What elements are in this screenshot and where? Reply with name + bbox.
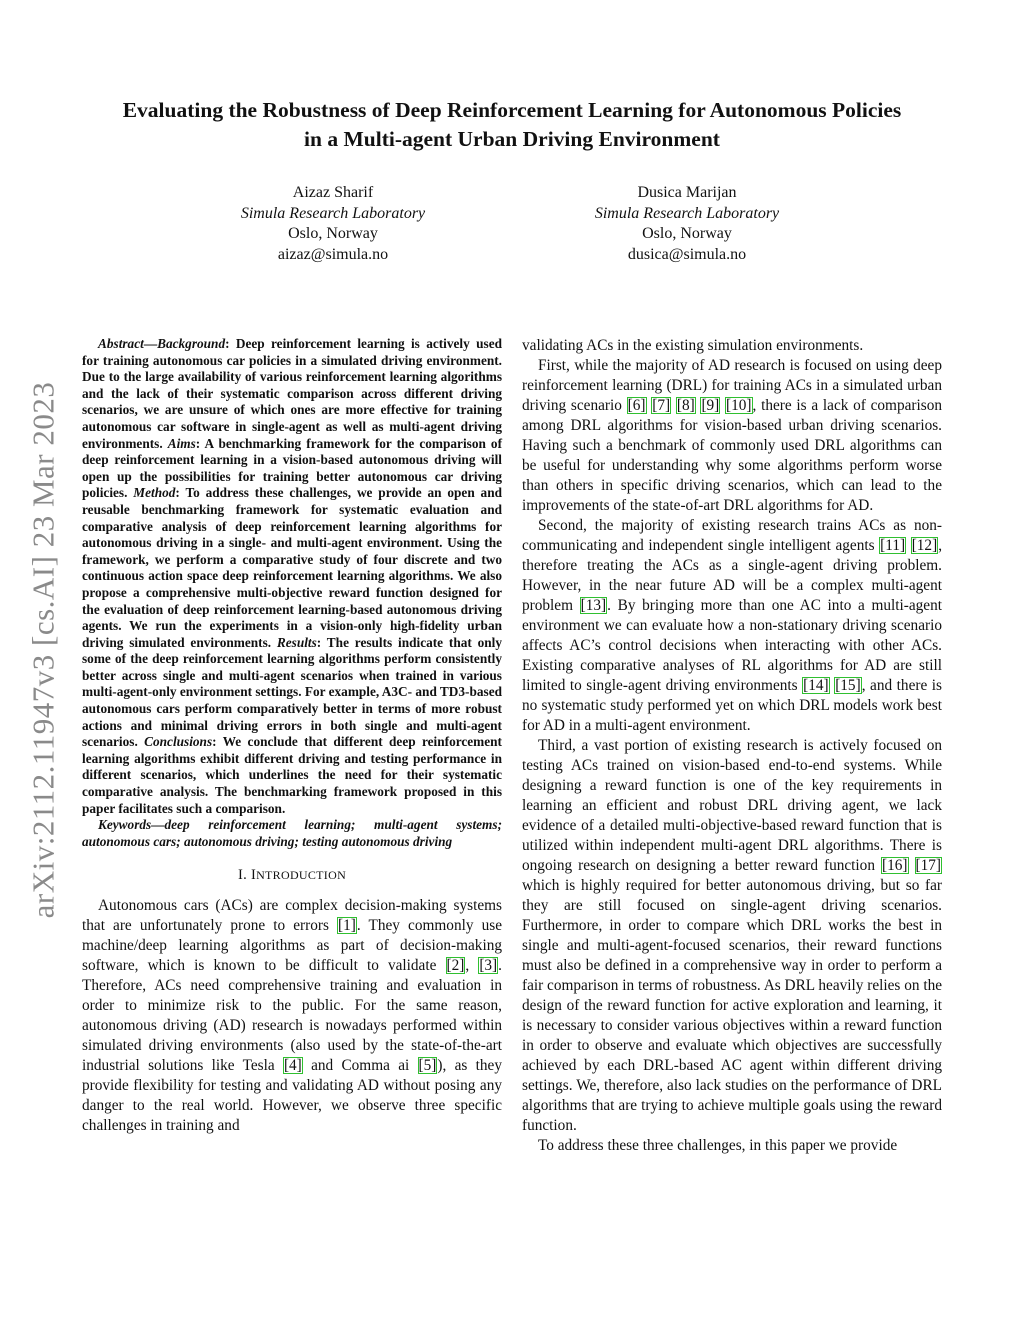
author-email[interactable]: dusica@simula.no — [627, 245, 747, 263]
citation-link[interactable]: [1] — [338, 917, 356, 935]
author-name: Aizaz Sharif — [292, 184, 374, 201]
abstract-background-label: Background — [157, 336, 226, 351]
arxiv-identifier[interactable]: arXiv:2112.11947v3 [cs.AI] 23 Mar 2023 — [25, 381, 61, 919]
challenge-paragraph-3 — [522, 736, 942, 1136]
citation-link[interactable]: [9] — [701, 397, 720, 414]
text-run: . They commonly use machine/deep learning algorithms as part of decision-making software, which is known to be difficult to validate — [82, 917, 502, 975]
author-affiliation: Simula Research Laboratory — [240, 204, 426, 222]
text-run: First, while the majority of AD research is focused on using deep reinforcement learning (DRL) for training ACs in a simulated urban driving scenario — [522, 357, 942, 414]
text-run: Second, the majority of existing research trains ACs as non-communicating and independent single intelligent agents — [522, 517, 942, 554]
abstract-method-label: Method — [133, 485, 176, 501]
arxiv-stamp — [22, 350, 64, 950]
citation-link[interactable]: [15] — [835, 677, 861, 694]
author-block-1 — [183, 183, 483, 265]
author-location: Oslo, Norway — [288, 225, 378, 242]
abstract-label: Abstract — [98, 336, 144, 351]
text-run: and Comma ai — [302, 1057, 418, 1075]
text-run: , — [465, 957, 479, 975]
text-run: , therefore treating the ACs as a single-agent driving problem. However, in the near future AD will be a complex multi-agent problem — [522, 537, 943, 614]
contribution-paragraph: To address these three challenges, in this paper we provide — [538, 1137, 898, 1154]
section-title-rest: NTRODUCTION — [256, 868, 347, 883]
citation-link[interactable]: [12] — [911, 537, 938, 554]
intro-paragraph-1 — [82, 896, 502, 1136]
right-column — [522, 336, 942, 1156]
continued-paragraph: validating ACs in the existing simulation environments. — [522, 337, 864, 354]
citation-link[interactable]: [14] — [803, 677, 829, 694]
citation-link[interactable]: [17] — [915, 857, 942, 874]
abstract-results-label: Results — [276, 634, 317, 650]
text-run: which is highly required for better autonomous driving, but so far they are still focused on single-agent driving scenarios. Furthermore, in order to compare which DRL works the best in single and multi-agent-focused scenarios, their reward functions must also be defined in a comprehensive way in order to perform a fair comparison in terms of robustness. As DRL heavily relies on the design of the reward function for active exploration and learning, it is necessary to consider various objectives within a reward function in order to observe and evaluate which objectives are successfully achieved by each DRL-based AC agent within different driving settings. We, therefore, also lack studies on the performance of DRL algorithms that are trying to achieve multiple goals using the reward function. — [522, 877, 943, 1134]
keywords-label: Keywords — [98, 817, 152, 833]
section-numeral: I. — [237, 867, 251, 884]
text-run: Autonomous cars (ACs) are complex decision-making systems that are unfortunately prone to errors — [82, 897, 502, 935]
text-run: ), as they provide flexibility for testing and validating AD without posing any danger to the real world. However, we observe three specific challenges in training and — [82, 1057, 502, 1135]
citation-link[interactable]: [13] — [580, 597, 607, 614]
text-run: , there is a lack of comparison among DRL algorithms for vision-based urban driving scenarios. Having such a benchmark of commonly used DRL algorithms can be useful for understanding why some algorithms perform worse than others in specific driving scenarios, which can lead to the improvements of the state-of-art DRL algorithms for AD. — [522, 397, 942, 514]
citation-link[interactable]: [11] — [880, 537, 906, 554]
citation-link[interactable]: [7] — [652, 397, 671, 414]
text-run: . By bringing more than one AC into a multi-agent environment we can evaluate how a non-stationary driving scenario affects AC’s control decisions when interacting with other ACs. Existing comparative analyses of RL algorithms for AD are still limited to single-agent driving environments — [522, 597, 942, 694]
author-location: Oslo, Norway — [642, 225, 732, 242]
citation-link[interactable]: [8] — [676, 397, 695, 414]
keywords — [82, 817, 502, 850]
abstract-dash: — — [143, 336, 158, 351]
challenge-paragraph-2 — [522, 516, 942, 736]
section-heading-introduction — [82, 867, 502, 884]
citation-link[interactable]: [3] — [479, 957, 498, 975]
abstract-background-text: : Deep reinforcement learning is actively used for training autonomous car policies in a simulated driving environment. Due to the large availability of various reinforcement learning algorithms and the lack of their systematic comparison across different driving scenarios, we are unsure of which ones are more effective for training autonomous car software in single-agent as well as multi-agent driving environments. — [82, 336, 502, 451]
paper-title — [60, 96, 964, 154]
author-block-2 — [537, 183, 837, 265]
citation-link[interactable]: [2] — [446, 957, 465, 975]
author-email[interactable]: aizaz@simula.no — [277, 245, 389, 263]
abstract — [82, 336, 502, 817]
abstract-method-text: : To address these challenges, we provide an open and reusable benchmarking framework for systematic evaluation and comparative analysis of deep reinforcement learning algorithms for autonomous driving in a single- and multi-agent environment. Using the framework, we perform a comparative study of four discrete and two continuous action space deep reinforcement learning algorithms. We also propose a comprehensive multi-objective reward function designed for the evaluation of deep reinforcement learning-based autonomous driving agents. We run the experiments in a vision-only high-fidelity urban driving simulated environments. — [82, 485, 502, 650]
title-line-2: in a Multi-agent Urban Driving Environment — [304, 127, 720, 151]
text-run: , and there is no systematic study performed yet on which DRL models work best for AD in a multi-agent environment. — [522, 677, 942, 734]
citation-link[interactable]: [10] — [726, 397, 752, 414]
citation-link[interactable]: [16] — [882, 857, 908, 874]
keywords-text: —deep reinforcement learning; multi-agent systems; autonomous cars; autonomous driving; testing autonomous driving — [82, 817, 502, 849]
abstract-aims-label: Aims — [167, 435, 196, 451]
author-affiliation: Simula Research Laboratory — [594, 204, 780, 222]
section-first-letter: I — [250, 867, 257, 884]
citation-link[interactable]: [6] — [627, 397, 646, 414]
author-name: Dusica Marijan — [637, 184, 737, 201]
citation-link[interactable]: [5] — [418, 1057, 437, 1075]
abstract-conclusions-text: : We conclude that different deep reinforcement learning algorithms exhibit different driving and testing performance in different scenarios, which underlines the need for their systematic comparative analysis. The benchmarking framework proposed in this paper facilitates such a comparison. — [82, 734, 502, 816]
abstract-conclusions-label: Conclusions — [144, 734, 213, 750]
left-column — [82, 336, 502, 1136]
abstract-results-text: : The results indicate that only some of the deep reinforcement learning algorithms perform consistently better across single and multi-agent scenarios when trained in various multi-agent-only environment settings. For example, A3C- and TD3-based autonomous cars perform comparatively better in terms of more robust actions and minimal driving errors in both single and multi-agent scenarios. — [82, 634, 503, 750]
challenge-paragraph-1 — [522, 356, 942, 516]
abstract-aims-text: : A benchmarking framework for the comparison of deep reinforcement learning in a vision-based autonomous driving will open up the possibilities for training better autonomous car driving policies. — [82, 435, 502, 501]
text-run: Third, a vast portion of existing research is actively focused on testing ACs trained on vision-based end-to-end systems. While designing a reward function is one of the key requirements in learning an efficient and robust DRL driving agent, we lack evidence of a detailed multi-objective-based reward function that is utilized within independent multi-agent DRL algorithms. There is ongoing research on designing a better reward function — [522, 737, 942, 874]
title-line-1: Evaluating the Robustness of Deep Reinforcement Learning for Autonomous Policies — [122, 98, 902, 122]
citation-link[interactable]: [4] — [283, 1057, 302, 1075]
text-run: . Therefore, ACs need comprehensive training and evaluation in order to minimize risk to the public. For the same reason, autonomous driving (AD) research is nowadays performed within simulated driving environments (also used by the state-of-the-art industrial solutions like Tesla — [82, 957, 502, 1075]
